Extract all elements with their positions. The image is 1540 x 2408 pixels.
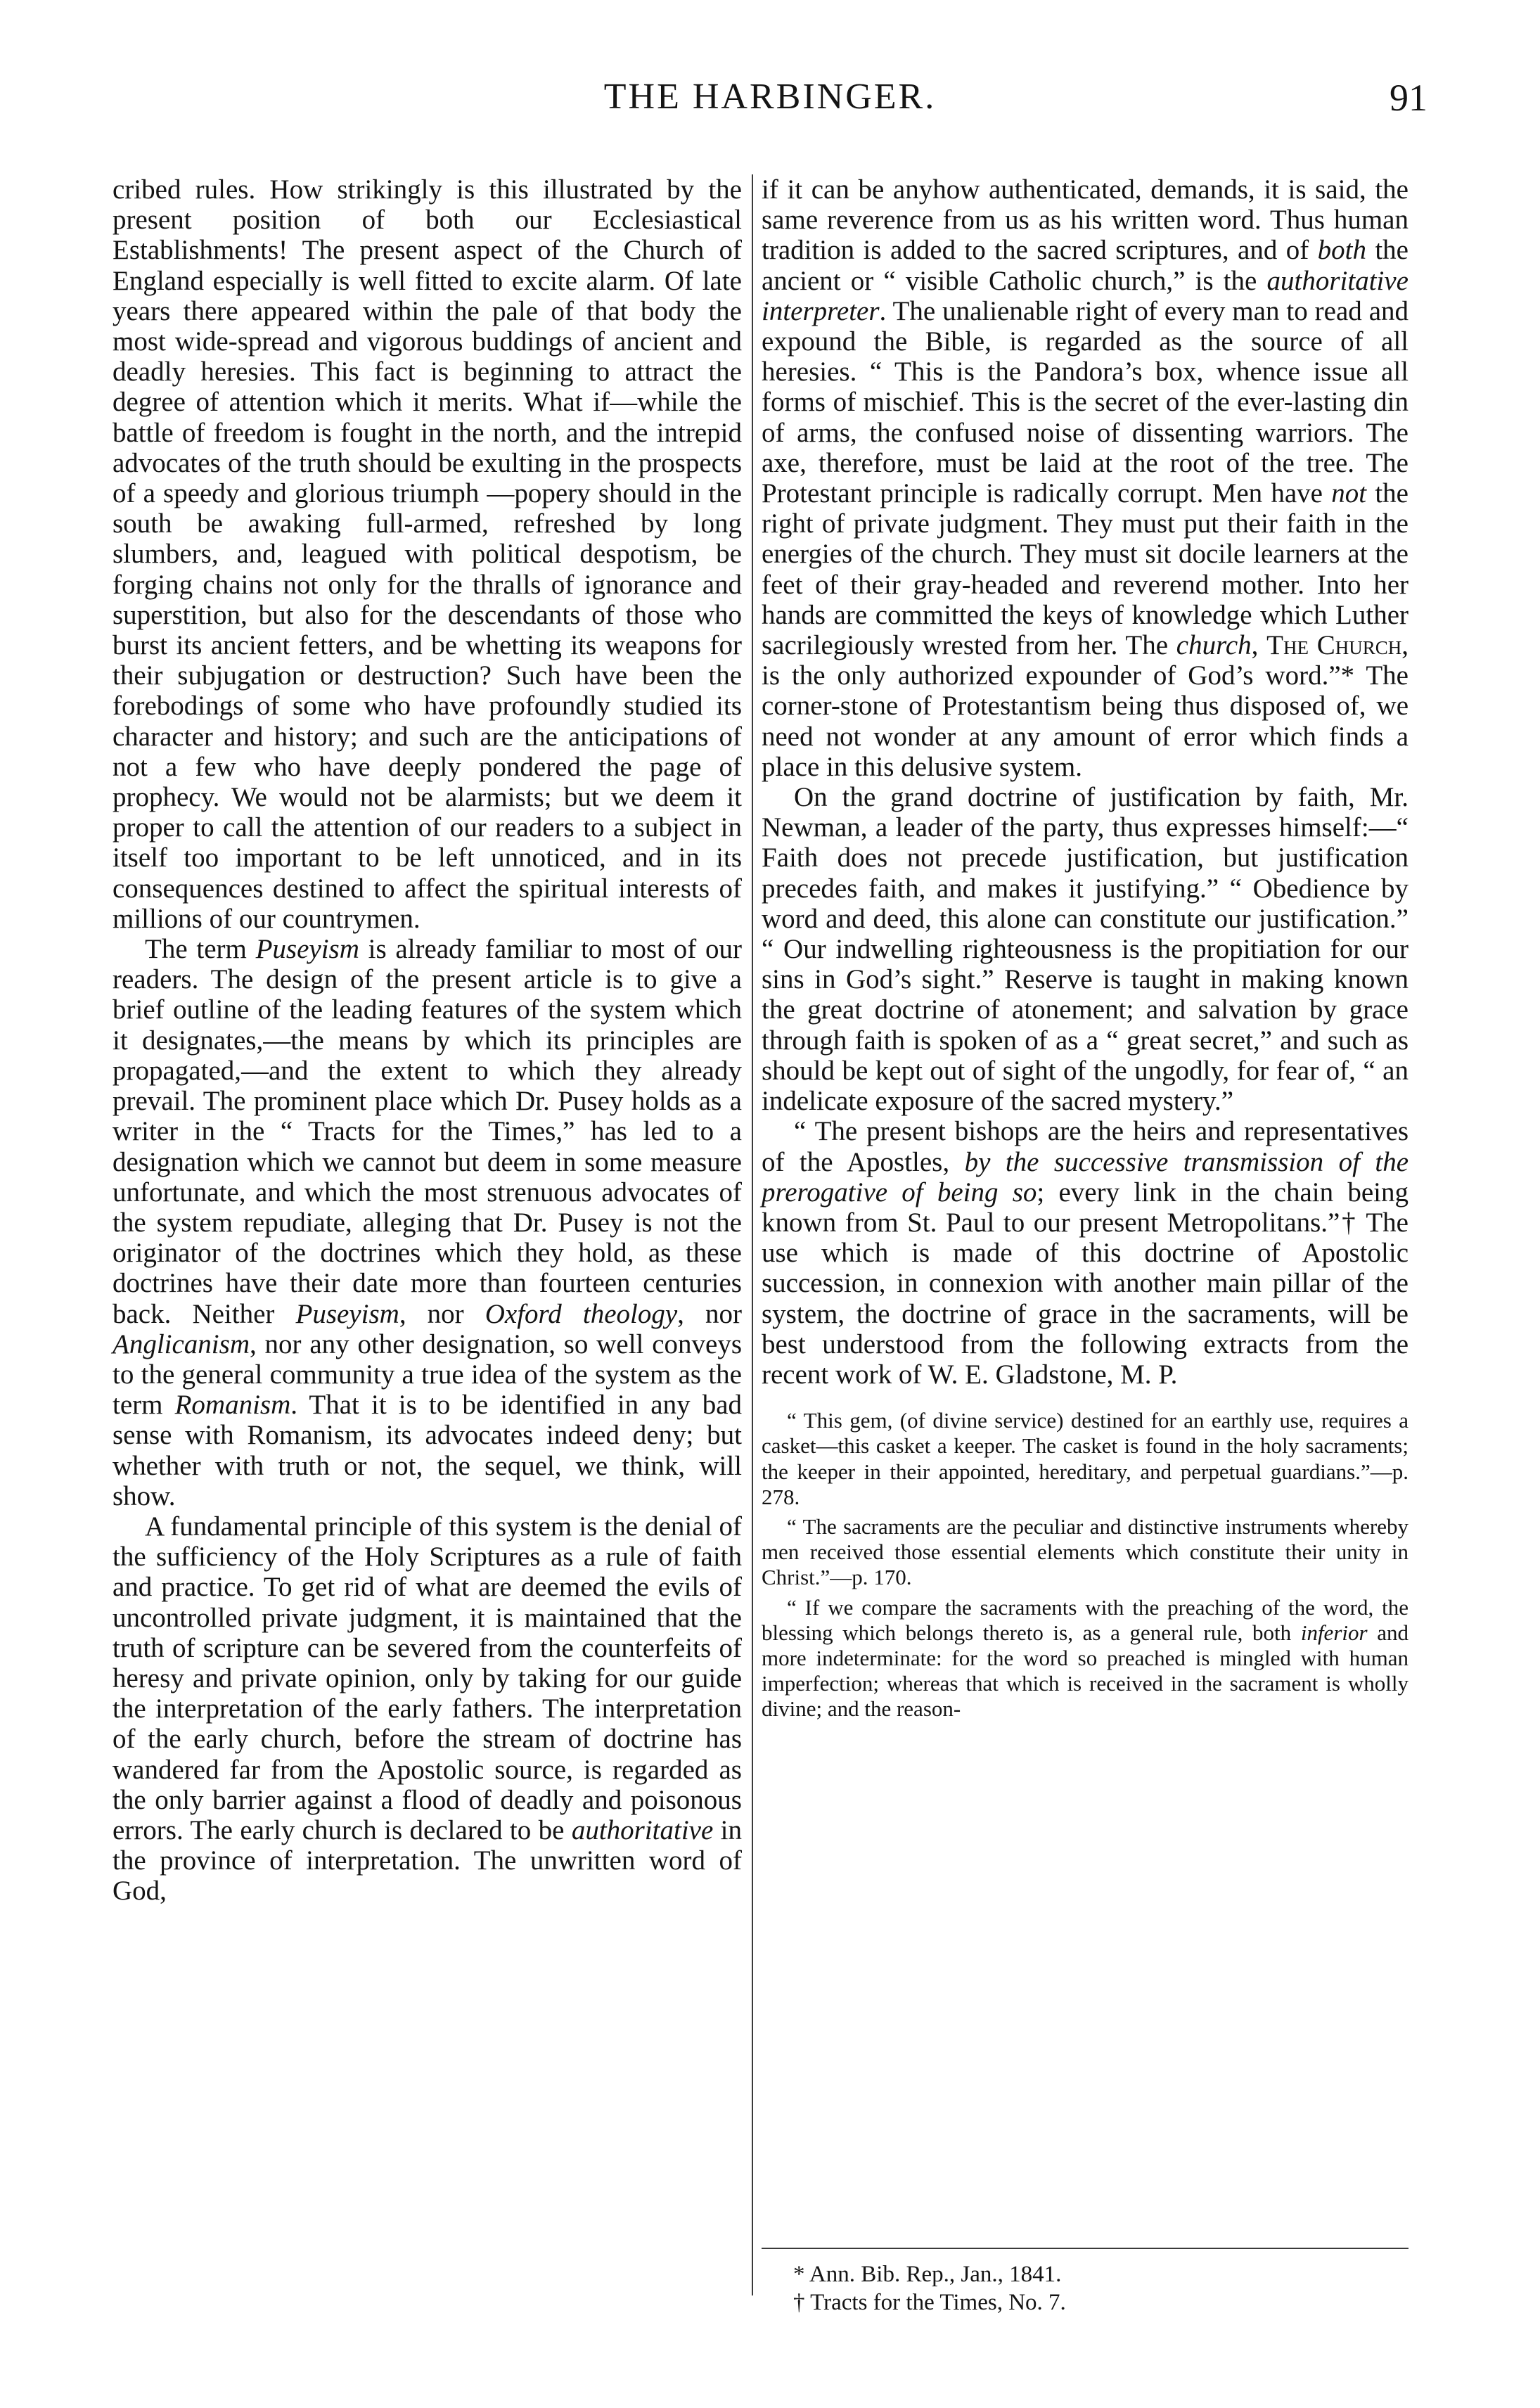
extract-sacraments: “ The sacraments are the peculiar and distinctive instruments whereby men received those essential elements which constitute their unity in Christ.”—p. 170. [762, 1513, 1409, 1590]
running-header [113, 76, 1427, 132]
paragraph-continuation: cribed rules. How strikingly is this illustrated by the present position of both our Ecclesiastical Establishments! The present aspect of the Church of England especially is well fitted to excite alarm. Of late years there appeared within the pale of that body the most wide-spread and vigorous buddings of ancient and deadly heresies. This fact is beginning to attract the degree of attention which it merits. What if—while the battle of freedom is fought in the north, and the intrepid advocates of the truth should be exulting in the prospects of a speedy and glorious triumph —popery should in the south be awaking full-armed, refreshed by long slumbers, and, leagued with political despotism, be forging chains not only for the thralls of ignorance and superstition, but also for the descendants of those who burst its ancient fetters, and be whetting its weapons for their subjugation or destruction? Such have been the forebodings of some who have profoundly studied its character and history; and such are the anticipations of not a few who have deeply pondered the page of prophecy. We would not be alarmists; but we deem it proper to call the attention of our readers to a subject in itself too important to be left unnoticed, and in its consequences destined to affect the spiritual interests of millions of our countrymen. [113, 174, 742, 934]
extract-gem: “ This gem, (of divine service) destined for an earthly use, requires a casket—this casket a keeper. The casket is found in the holy sacraments; the keeper in their appointed, hereditary, and perpetual guardians.”—p. 278. [762, 1408, 1409, 1509]
extract-preaching: “ If we compare the sacraments with the preaching of the word, the blessing which belongs thereto is, as a general rule, both inferior and more indeterminate: for the word so preached is mingled with human imperfection; whereas that which is received in the sacrament is wholly divine; and the reason- [762, 1594, 1409, 1722]
right-column [762, 174, 1409, 1727]
footnote-rule [762, 2248, 1409, 2249]
paragraph-tradition: if it can be anyhow authenticated, demands, it is said, the same reverence from us as his written word. Thus human tradition is added to the sacred scriptures, and of both the ancient or “ visible Catholic church,” is the authoritative interpreter. The unalienable right of every man to read and expound the Bible, is regarded as the source of all heresies. “ This is the Pandora’s box, whence issue all forms of mischief. This is the secret of the ever-lasting din of arms, the confused noise of dissenting warriors. The axe, therefore, must be laid at the root of the tree. The Protestant principle is radically corrupt. Men have not the right of private judgment. They must put their faith in the energies of the church. They must sit docile learners at the feet of their gray-headed and reverend mother. Into her hands are committed the keys of knowledge which Luther sacrilegiously wrested from her. The church, The Church, is the only authorized expounder of God’s word.”* The corner-stone of Protestantism being thus disposed of, we need not wonder at any amount of error which finds a place in this delusive system. [762, 174, 1409, 782]
paragraph-fundamental-principle: A fundamental principle of this system is the denial of the sufficiency of the Holy Scriptures as a rule of faith and practice. To get rid of what are deemed the evils of uncontrolled private judgment, it is maintained that the truth of scripture can be severed from the counterfeits of heresy and private opinion, only by taking for our guide the interpretation of the early fathers. The interpretation of the early church, before the stream of doctrine has wandered far from the Apostolic source, is regarded as the only barrier against a flood of deadly and poisonous errors. The early church is declared to be authoritative in the province of interpretation. The unwritten word of God, [113, 1511, 742, 1907]
page-number: 91 [1390, 77, 1427, 119]
column-divider [752, 174, 753, 2295]
footnote-1: * Ann. Bib. Rep., Jan., 1841. [793, 2262, 1062, 2287]
footnotes [781, 2260, 1406, 2317]
paragraph-justification: On the grand doctrine of justification by faith, Mr. Newman, a leader of the party, thus expresses himself:—“ Faith does not precede justification, but justification precedes faith, and makes it justifying.” “ Obedience by word and deed, this alone can constitute our justification.” “ Our indwelling righteousness is the propitiation for our sins in God’s sight.” Reserve is taught in making known the great doctrine of atonement; and salvation by grace through faith is spoken of as a “ great secret,” and such as should be kept out of sight of the ungodly, for fear of, “ an indelicate exposure of the sacred mystery.” [762, 782, 1409, 1117]
left-column [113, 174, 742, 1907]
running-title: THE HARBINGER. [603, 77, 937, 117]
paragraph-puseyism: The term Puseyism is already familiar to most of our readers. The design of the present article is to give a brief outline of the leading features of the system which it designates,—the means by which its principles are propagated,—and the extent to which they already prevail. The prominent place which Dr. Pusey holds as a writer in the “ Tracts for the Times,” has led to a designation which we cannot but deem in some measure unfortunate, and which the most strenuous advocates of the system repudiate, alleging that Dr. Pusey is not the originator of the doctrines which they hold, as these doctrines have their date more than fourteen centuries back. Neither Puseyism, nor Oxford theology, nor Anglicanism, nor any other designation, so well conveys to the general community a true idea of the system as the term Romanism. That it is to be identified in any bad sense with Romanism, its advocates indeed deny; but whether with truth or not, the sequel, we think, will show. [113, 934, 743, 1511]
extract-block [762, 1408, 1409, 1722]
footnote-2: † Tracts for the Times, No. 7. [793, 2290, 1066, 2315]
paragraph-bishops: “ The present bishops are the heirs and representatives of the Apostles, by the successive transmission of the prerogative of being so; every link in the chain being known from St. Paul to our present Metropolitans.”† The use which is made of this doctrine of Apostolic succession, in connexion with another main pillar of the system, the doctrine of grace in the sacraments, will be best understood from the following extracts from the recent work of W. E. Gladstone, M. P. [762, 1116, 1409, 1390]
